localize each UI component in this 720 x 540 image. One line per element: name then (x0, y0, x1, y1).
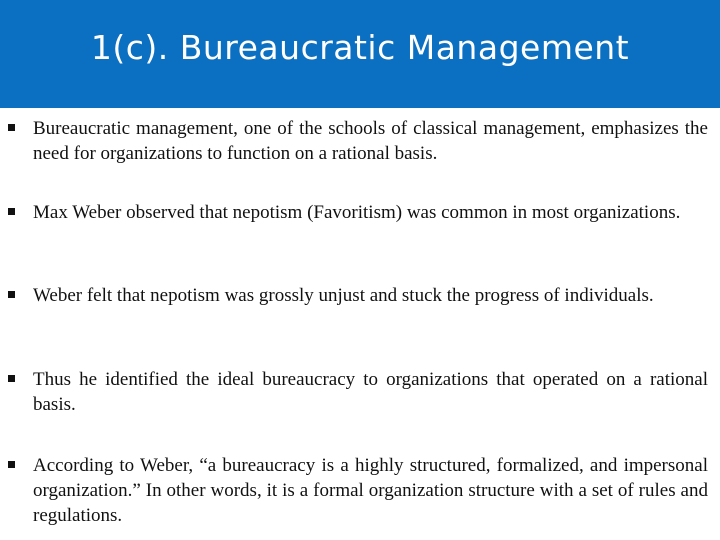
bullet-text: Bureaucratic management, one of the schools of classical management, emphasizes the need for organizations to function on a rational basis. (33, 118, 708, 164)
bullet-text: Weber felt that nepotism was grossly unjust and stuck the progress of individuals. (33, 285, 654, 306)
bullet-item (33, 367, 708, 417)
bullet-item (33, 116, 708, 166)
square-bullet-icon (8, 208, 15, 215)
bullet-item (33, 200, 708, 225)
bullet-item (33, 283, 708, 308)
slide-title: 1(c). Bureaucratic Management (90, 28, 630, 67)
bullet-item (33, 453, 708, 528)
square-bullet-icon (8, 461, 15, 468)
bullet-text: According to Weber, “a bureaucracy is a highly structured, formalized, and impersonal organization.” In other words, it is a formal organization structure with a set of rules and regulations. (33, 455, 708, 526)
bullet-text: Max Weber observed that nepotism (Favoritism) was common in most organizations. (33, 202, 681, 223)
square-bullet-icon (8, 291, 15, 298)
square-bullet-icon (8, 124, 15, 131)
bullet-text: Thus he identified the ideal bureaucracy to organizations that operated on a rational basis. (33, 369, 708, 415)
square-bullet-icon (8, 375, 15, 382)
